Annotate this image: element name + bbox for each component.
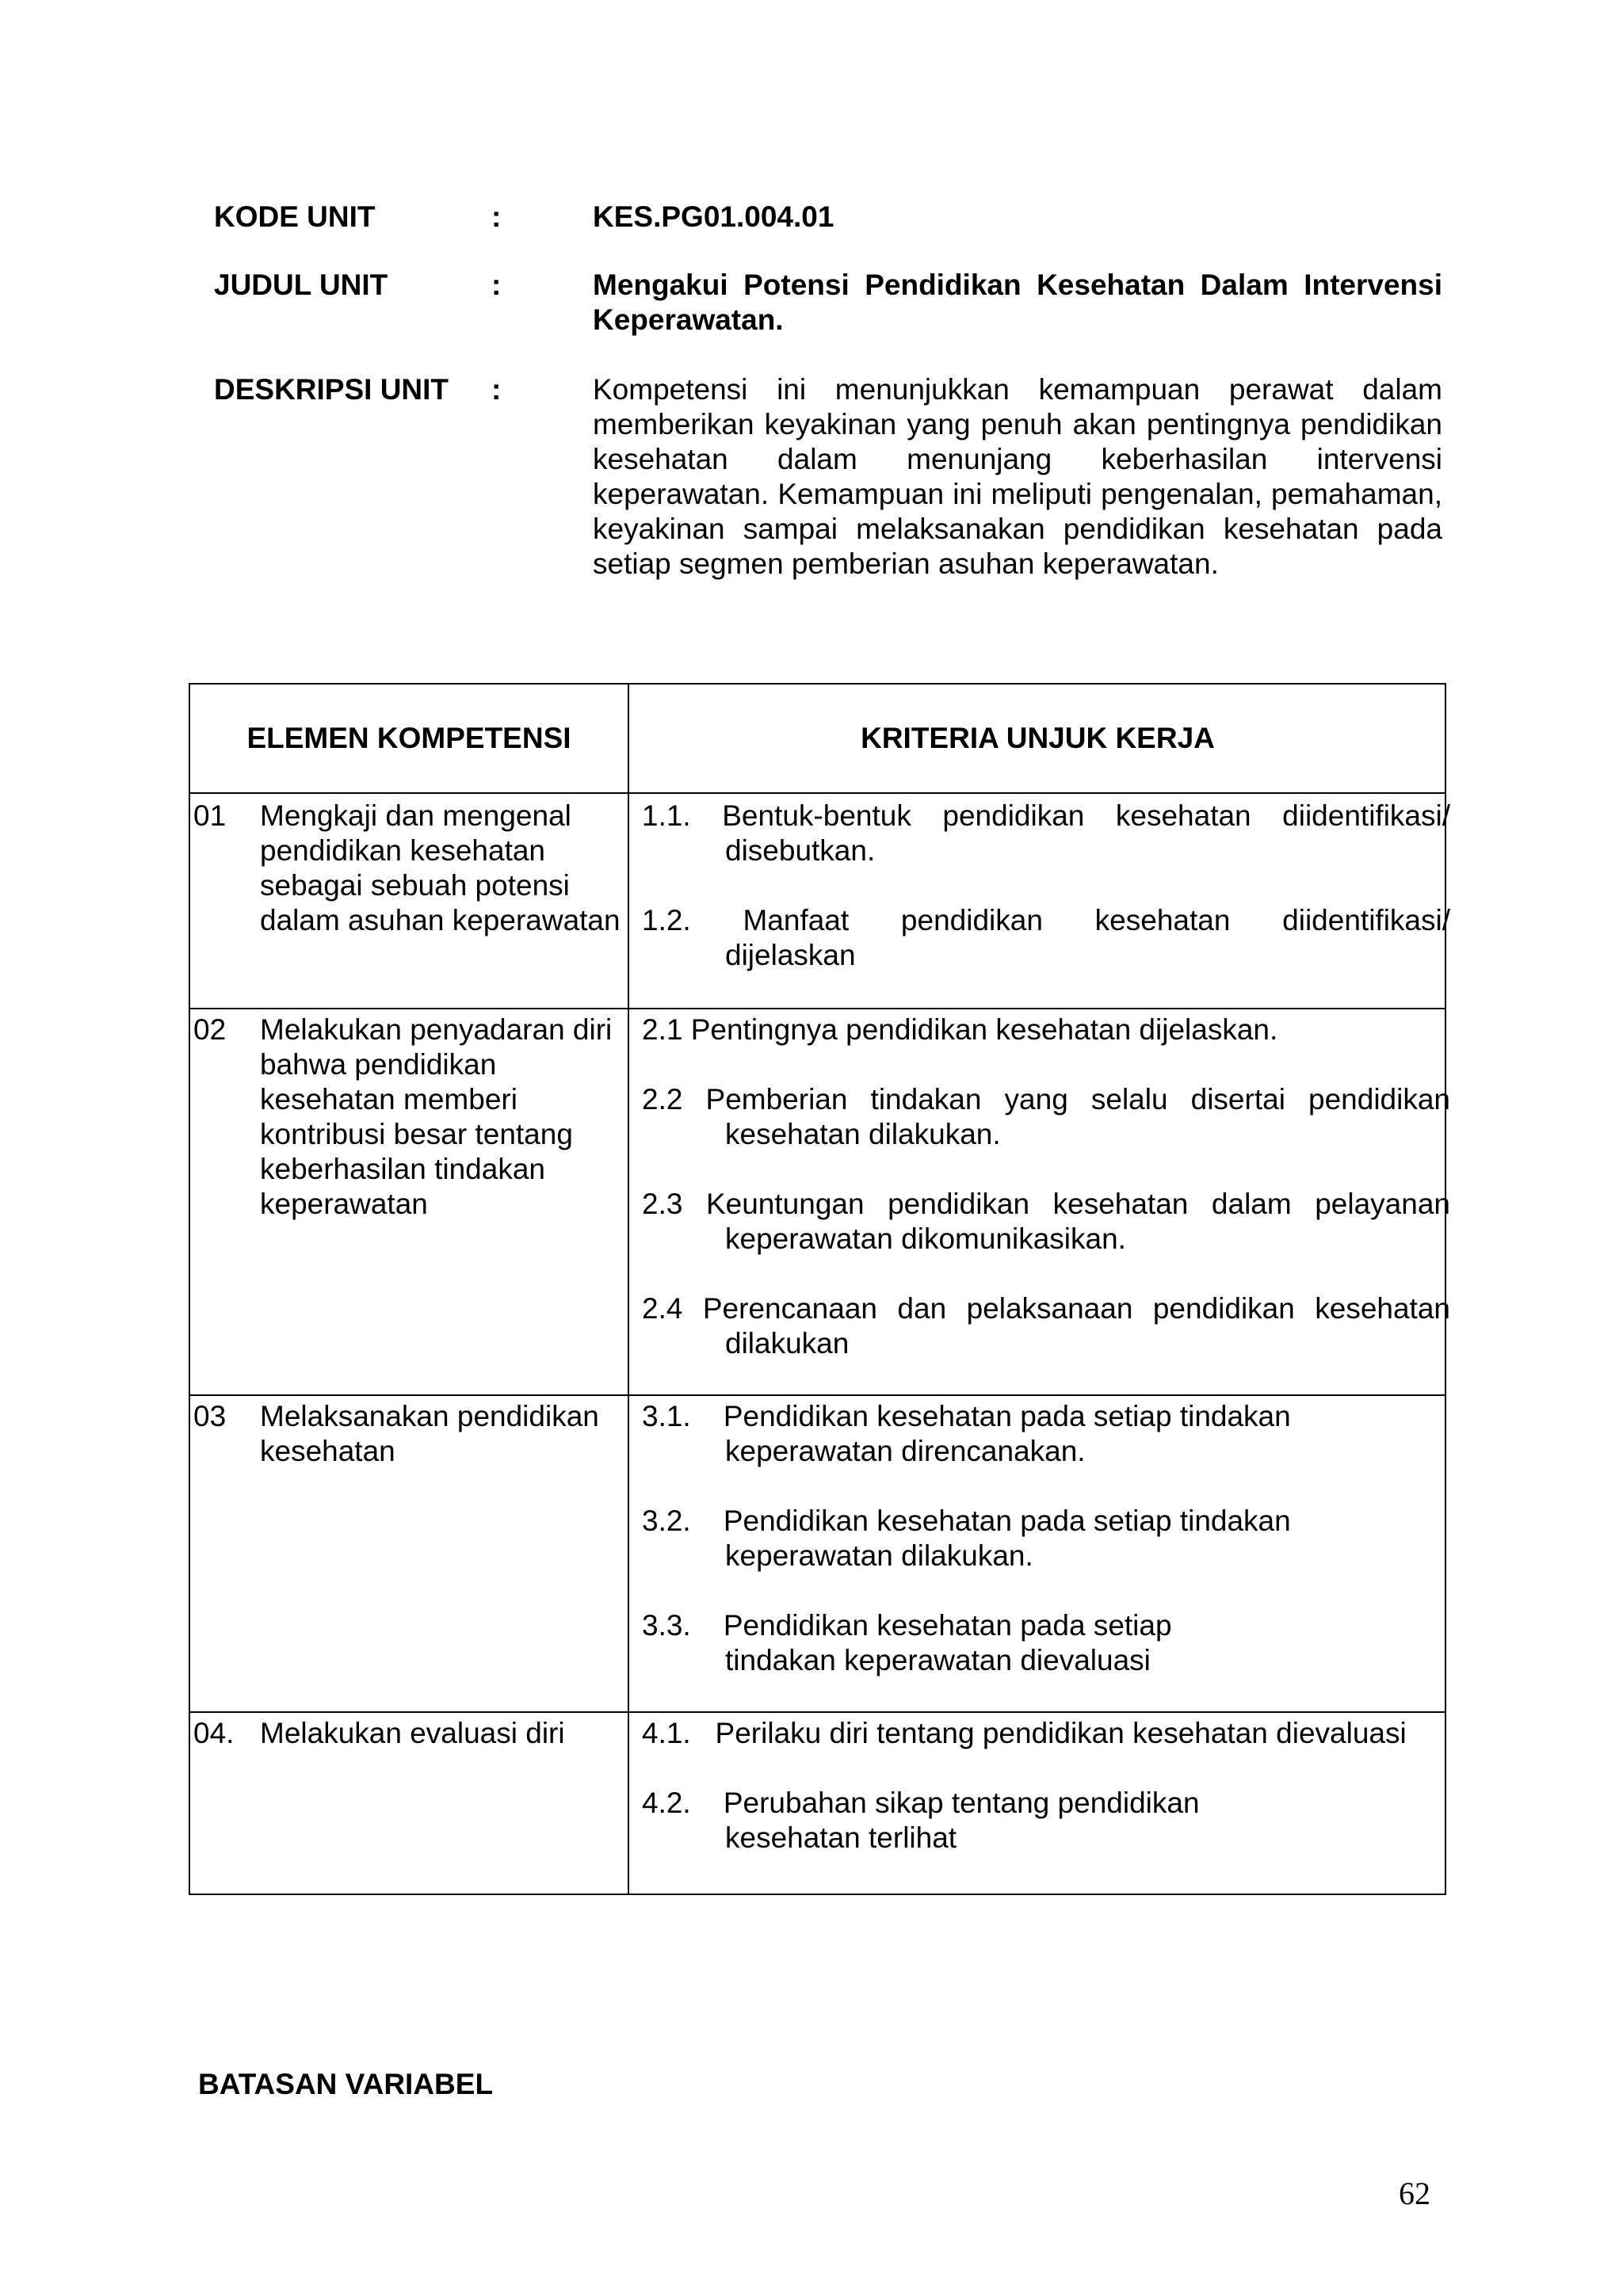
kuk-line: 2.4 Perencanaan dan pelaksanaan pendidikan kesehatan xyxy=(642,1292,1450,1325)
kuk-item xyxy=(642,799,1450,868)
element-text: Melakukan evaluasi diri xyxy=(260,1717,565,1749)
table-row-divider xyxy=(190,1711,1445,1713)
kuk-line: 3.2. Pendidikan kesehatan pada setiap tindakan xyxy=(642,1505,1291,1537)
element-number: 04. xyxy=(193,1717,235,1749)
kuk-item xyxy=(642,1013,1450,1047)
section-title: BATASAN VARIABEL xyxy=(198,2068,494,2100)
kuk-line: 4.2. Perubahan sikap tentang pendidikan xyxy=(642,1787,1200,1819)
kuk-line: 1.2. Manfaat pendidikan kesehatan diidentifikasi/ xyxy=(642,904,1450,936)
table-row-divider xyxy=(190,1008,1445,1009)
page-number: 62 xyxy=(1399,2176,1430,2211)
kuk-item xyxy=(642,1399,1450,1469)
kuk-line: 2.2 Pemberian tindakan yang selalu disertai pendidikan xyxy=(642,1083,1450,1116)
kuk-item xyxy=(642,1082,1450,1152)
kuk-item xyxy=(642,1716,1450,1751)
kuk-line: 4.1. Perilaku diri tentang pendidikan kesehatan dievaluasi xyxy=(642,1717,1407,1749)
kuk-item xyxy=(642,1786,1450,1855)
kuk-line-cont: kesehatan terlihat xyxy=(725,1821,957,1854)
kuk-line-cont: keperawatan direncanakan. xyxy=(725,1435,1086,1467)
deskripsi-unit-colon: : xyxy=(491,373,502,406)
element-text: Mengkaji dan mengenal pendidikan kesehatan sebagai sebuah potensi dalam asuhan keperawatan xyxy=(260,799,621,936)
judul-unit-line-2: Keperawatan. xyxy=(593,303,784,336)
kode-unit-label: KODE UNIT xyxy=(214,200,376,233)
judul-unit-colon: : xyxy=(491,269,502,301)
kuk-line-cont: tindakan keperawatan dievaluasi xyxy=(725,1644,1151,1676)
kuk-line: 3.3. Pendidikan kesehatan pada setiap xyxy=(642,1609,1172,1642)
kuk-line-cont: keperawatan dilakukan. xyxy=(725,1539,1033,1572)
kuk-line: 1.1. Bentuk-bentuk pendidikan kesehatan diidentifikasi/ xyxy=(642,799,1450,832)
kuk-line-cont: kesehatan dilakukan. xyxy=(725,1118,1001,1150)
kuk-line-cont: disebutkan. xyxy=(725,834,876,867)
kuk-line-cont: dilakukan xyxy=(725,1327,850,1360)
deskripsi-unit-label: DESKRIPSI UNIT xyxy=(214,373,449,406)
kuk-item xyxy=(642,1187,1450,1257)
kuk-line-cont: dijelaskan xyxy=(725,939,856,971)
kuk-line: 3.1. Pendidikan kesehatan pada setiap tindakan xyxy=(642,1400,1291,1432)
element-number: 02 xyxy=(193,1013,227,1046)
kuk-line-cont: keperawatan dikomunikasikan. xyxy=(725,1222,1126,1255)
kuk-item xyxy=(642,1608,1450,1678)
col-header-elemen: ELEMEN KOMPETENSI xyxy=(246,722,571,754)
element-number: 03 xyxy=(193,1400,227,1432)
judul-unit-value xyxy=(593,268,1442,338)
kode-unit-colon: : xyxy=(491,200,502,233)
element-number: 01 xyxy=(193,799,227,832)
competency-table xyxy=(189,683,1450,1895)
kode-unit-value: KES.PG01.004.01 xyxy=(593,200,834,233)
element-text: Melakukan penyadaran diri bahwa pendidikan kesehatan memberi kontribusi besar tentang keberhasilan tindakan keperawatan xyxy=(260,1013,613,1220)
col-header-kuk: KRITERIA UNJUK KERJA xyxy=(861,722,1215,754)
kuk-line: 2.1 Pentingnya pendidikan kesehatan dijelaskan. xyxy=(642,1013,1278,1046)
kuk-item xyxy=(642,903,1450,973)
kuk-item xyxy=(642,1291,1450,1361)
kuk-line: 2.3 Keuntungan pendidikan kesehatan dalam pelayanan xyxy=(642,1188,1450,1220)
kuk-item xyxy=(642,1504,1450,1573)
judul-unit-line-1: Mengakui Potensi Pendidikan Kesehatan Dalam Intervensi xyxy=(593,269,1442,301)
deskripsi-unit-value: Kompetensi ini menunjukkan kemampuan perawat dalam memberikan keyakinan yang penuh akan pentingnya pendidikan kesehatan dalam menunjang keberhasilan intervensi keperawatan. Kemampuan ini meliputi pengenalan, pemahaman, keyakinan sampai melaksanakan pendidikan kesehatan pada setiap segmen pemberian asuhan keperawatan. xyxy=(593,373,1442,580)
element-text: Melaksanakan pendidikan kesehatan xyxy=(260,1400,599,1467)
table-row-divider xyxy=(190,1394,1445,1396)
judul-unit-label: JUDUL UNIT xyxy=(214,269,388,301)
table-header-divider xyxy=(190,792,1445,794)
